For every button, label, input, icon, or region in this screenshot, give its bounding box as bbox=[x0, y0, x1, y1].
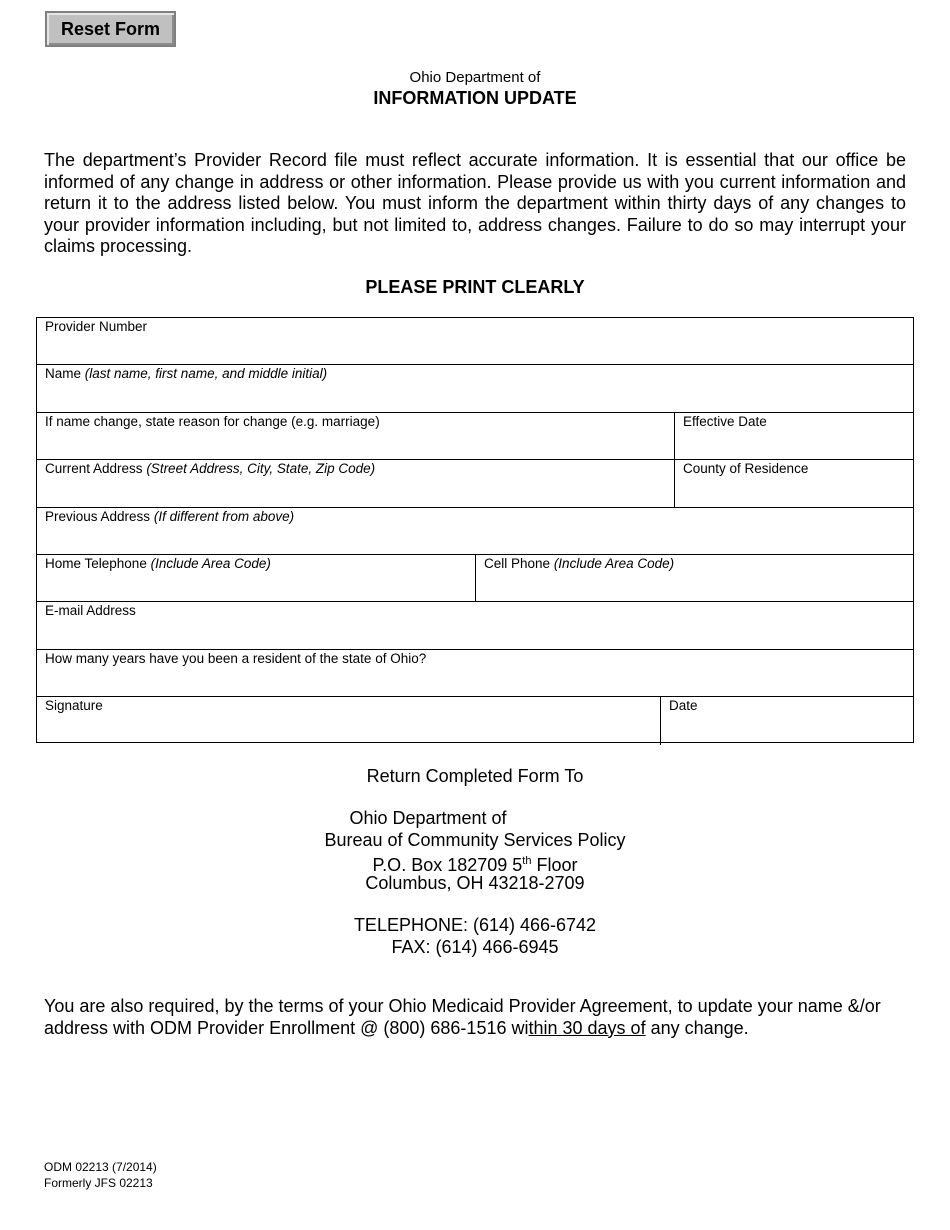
years-resident-label: How many years have you been a resident of the state of Ohio? bbox=[45, 650, 427, 666]
provider-info-form bbox=[36, 317, 914, 743]
signature-field[interactable] bbox=[37, 697, 660, 744]
intro-paragraph: The department’s Provider Record file must reflect accurate information. It is essential that our office be informed of any change in address or other information. Please provide us with you current information and return it to the address listed below. You must inform the department within thirty days of any changes to your provider information including, but not limited to, address changes. Failure to do so may interrupt your claims processing. bbox=[44, 150, 906, 257]
current-address-label: Current Address (Street Address, City, State, Zip Code) bbox=[45, 461, 376, 477]
cell-phone-field[interactable] bbox=[475, 555, 913, 601]
reset-form-button[interactable]: Reset Form bbox=[45, 11, 176, 47]
row-years-resident bbox=[37, 650, 913, 697]
row-name bbox=[37, 365, 913, 412]
name-change-reason-field[interactable] bbox=[37, 413, 674, 459]
return-city: Columbus, OH 43218-2709 bbox=[365, 873, 585, 893]
row-provider-number bbox=[37, 318, 913, 365]
home-telephone-field[interactable] bbox=[37, 555, 475, 601]
email-label: E-mail Address bbox=[45, 603, 136, 619]
previous-address-label: Previous Address (If different from above) bbox=[45, 508, 295, 524]
agency-name: Ohio Department of bbox=[409, 69, 541, 86]
county-of-residence-field[interactable] bbox=[674, 460, 913, 506]
cell-phone-label: Cell Phone (Include Area Code) bbox=[484, 556, 675, 571]
county-of-residence-label: County of Residence bbox=[683, 461, 809, 477]
name-field[interactable] bbox=[37, 365, 913, 411]
years-resident-field[interactable] bbox=[37, 650, 913, 696]
return-fax: FAX: (614) 466-6945 bbox=[391, 937, 559, 957]
row-signature bbox=[37, 697, 913, 744]
date-field[interactable] bbox=[660, 697, 913, 744]
return-telephone: TELEPHONE: (614) 466-6742 bbox=[353, 915, 597, 935]
effective-date-label: Effective Date bbox=[683, 413, 767, 429]
return-bureau: Bureau of Community Services Policy bbox=[324, 830, 626, 850]
form-number: ODM 02213 (7/2014) Formerly JFS 02213 bbox=[44, 1160, 157, 1190]
row-email bbox=[37, 602, 913, 649]
current-address-field[interactable] bbox=[37, 460, 674, 506]
row-current-address bbox=[37, 460, 913, 507]
row-phones bbox=[37, 555, 913, 602]
return-agency: Ohio Department of bbox=[349, 808, 507, 828]
signature-label: Signature bbox=[45, 698, 103, 714]
effective-date-field[interactable] bbox=[674, 413, 913, 459]
previous-address-field[interactable] bbox=[37, 508, 913, 554]
email-field[interactable] bbox=[37, 602, 913, 648]
print-clearly-heading: PLEASE PRINT CLEARLY bbox=[365, 277, 585, 297]
name-change-reason-label: If name change, state reason for change (e.g. marriage) bbox=[45, 413, 380, 429]
row-name-change bbox=[37, 413, 913, 460]
return-po-box: P.O. Box 182709 5th Floor bbox=[372, 855, 578, 875]
provider-number-label: Provider Number bbox=[45, 319, 148, 334]
date-label: Date bbox=[669, 698, 698, 714]
medicaid-agreement-note: You are also required, by the terms of your Ohio Medicaid Provider Agreement, to update your name &/or address with ODM Provider Enrollment @ (800) 686-1516 within 30 days of any change. bbox=[44, 996, 881, 1038]
row-previous-address bbox=[37, 508, 913, 555]
page-title: INFORMATION UPDATE bbox=[373, 88, 577, 108]
home-telephone-label: Home Telephone (Include Area Code) bbox=[45, 556, 271, 571]
return-heading: Return Completed Form To bbox=[366, 766, 584, 786]
provider-number-field[interactable] bbox=[37, 318, 913, 364]
name-label: Name (last name, first name, and middle initial) bbox=[45, 366, 328, 382]
